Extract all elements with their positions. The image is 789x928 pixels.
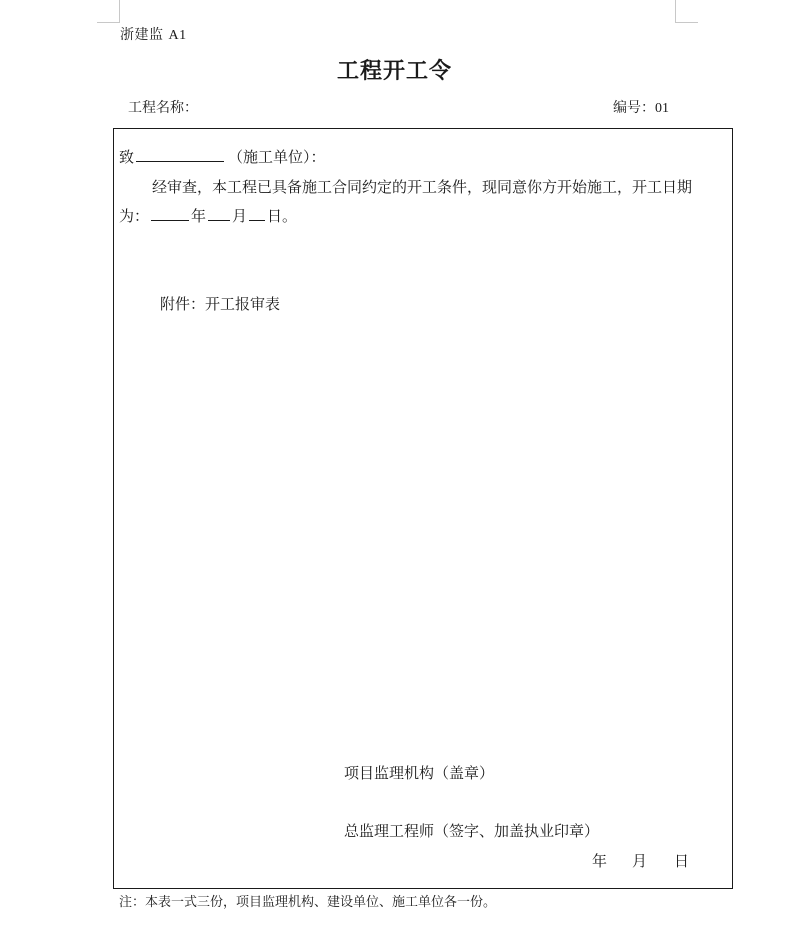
contractor-blank[interactable] [136,146,224,162]
page-title: 工程开工令 [336,59,452,84]
signature-month: 月 [632,852,648,870]
start-date-prefix: 为： [119,207,150,225]
start-year-blank[interactable] [151,205,189,221]
form-code [120,24,187,44]
chief-engineer-signature: 总监理工程师（签字、加盖执业印章） [344,822,600,840]
year-char: 年 [191,207,207,225]
serial-number [613,97,669,117]
footnote: 注：本表一式三份，项目监理机构、建设单位、施工单位各一份。 [119,895,497,910]
addressee-suffix: （施工单位）： [228,148,326,166]
form-code-prefix: 浙建监 [120,27,164,43]
addressee-prefix: 致 [119,148,135,166]
project-name-label: 工程名称： [128,100,198,116]
form-code-suffix: A1 [168,28,187,43]
start-month-blank[interactable] [208,205,230,221]
signature-year: 年 [592,852,608,870]
approval-text-line1: 经审查，本工程已具备施工合同约定的开工条件，现同意你方开始施工，开工日期 [152,178,693,196]
month-char: 月 [232,207,248,225]
start-day-blank[interactable] [249,205,265,221]
attachment-note: 附件：开工报审表 [160,295,281,313]
approval-text-line2 [119,205,297,226]
crop-mark-top-right [675,0,698,23]
crop-mark-top-left [97,0,120,23]
serial-value: 01 [655,101,669,116]
supervision-org-seal: 项目监理机构（盖章） [344,764,495,782]
day-char: 日。 [267,207,298,225]
signature-day: 日 [674,852,690,870]
serial-label: 编号： [613,100,655,116]
signature-date [592,850,689,871]
addressee-line [119,146,326,167]
